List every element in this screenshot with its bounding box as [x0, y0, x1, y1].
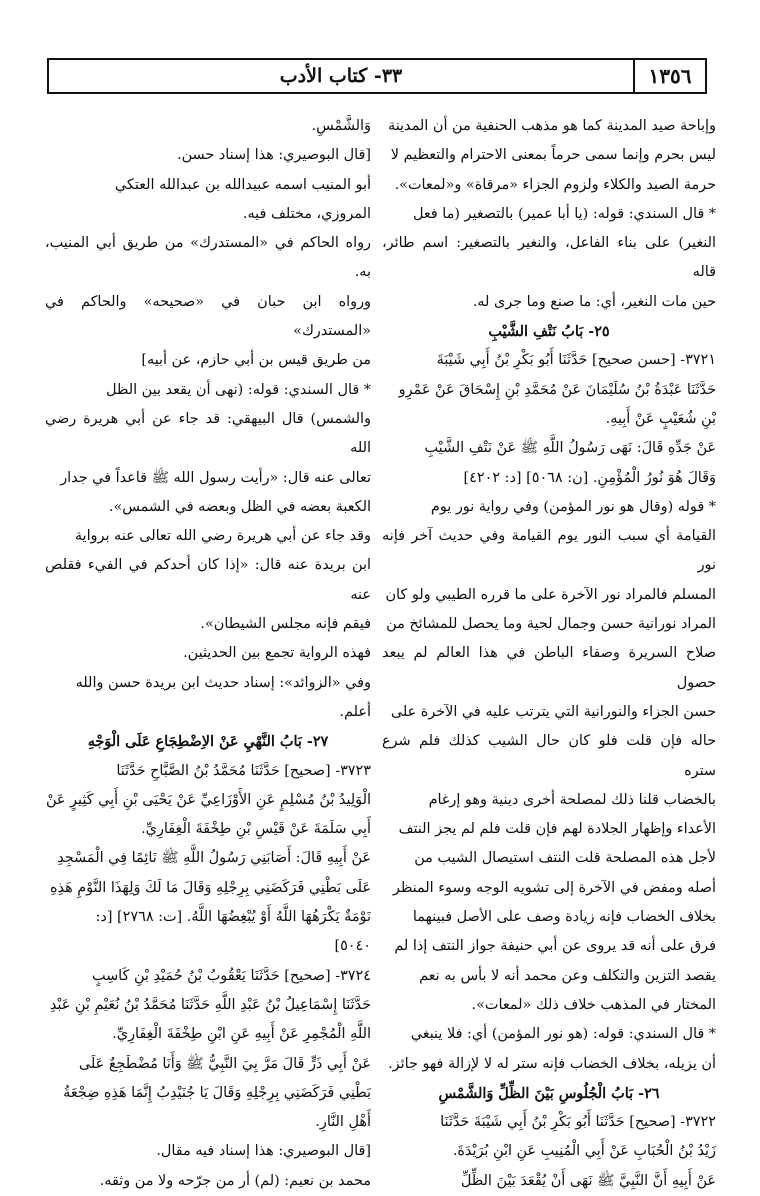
hadith-line: الْوَلِيدُ بْنُ مُسْلِمٍ عَنِ الأَوْزَاعِيِّ عَنْ يَحْيَى بْنِ أَبِي كَثِيرٍ عَنْ	[45, 791, 371, 808]
page-header	[47, 58, 707, 94]
text-line: بالخضاب قلنا ذلك لمصلحة أخرى دينية وهو إرغام	[428, 791, 716, 808]
text-line: أن يزيله، بخلاف الخضاب فإنه ستر له لا لإزالة فهو جائز.	[388, 1055, 716, 1072]
hadith-line: بَطْنِي فَرَكَضَنِي بِرِجْلِهِ وَقَالَ يَا جُنَيْدِبُ إِنَّمَا هَذِهِ ضِجْعَةُ	[63, 1084, 371, 1101]
hadith-line: بْنِ شُعَيْبٍ عَنْ أَبِيهِ.	[605, 410, 716, 427]
text-line: وإباحة صيد المدينة كما هو مذهب الحنفية من أن المدينة	[387, 118, 716, 134]
hadith-line: عَنْ أَبِيهِ قَالَ: أَصَابَنِي رَسُولُ اللَّهِ ﷺ نَائِمًا فِي الْمَسْجِدِ	[57, 850, 371, 867]
chapter-heading: ٢٧- بَابُ النَّهْيِ عَنْ الاِضْطِجَاعِ عَلَى الْوَجْهِ	[87, 733, 329, 751]
hadith-line: وَقَالَ هُوَ نُورُ الْمُؤْمِنِ. [ن: ٥٠٦٨] [د: ٤٢٠٢]	[463, 469, 716, 486]
hadith-line: ٣٧٢٢- [صحيح] حَدَّثَنَا أَبُو بَكْرِ بْنُ أَبِي شَيْبَةَ حَدَّثَنَا	[440, 1114, 716, 1131]
text-line: * قال السندي: قوله: (يا أبا عمير) بالتصغير (ما فعل	[412, 205, 716, 222]
text-line: وقد جاء عن أبي هريرة رضي الله تعالى عنه برواية	[74, 528, 371, 545]
text-line: النغير) على بناء الفاعل، والنغير بالتصغير: اسم طائر، قاله	[382, 235, 716, 281]
text-line: والشمس) قال البيهقي: قد جاء عن أبي هريرة رضي الله	[45, 410, 371, 457]
text-line: أعلم.	[339, 703, 371, 720]
hadith-line: حَدَّثَنَا عَبْدَةُ بْنُ سُلَيْمَانَ عَنْ مُحَمَّدِ بْنِ إِسْحَاقَ عَنْ عَمْرِو	[398, 381, 716, 398]
hadith-line: أَبِي سَلَمَةَ عَنْ قَيْسِ بْنِ طِخْفَةَ الْغِفَارِيِّ.	[141, 821, 371, 838]
right-column	[382, 112, 716, 1189]
text-line: [قال البوصيري: هذا إسناد فيه مقال.	[156, 1143, 371, 1160]
hadith-line: أَهْلِ النَّارِ.	[315, 1114, 371, 1131]
page-number: ١٣٥٦	[633, 60, 705, 92]
text-line: لأجل هذه المصلحة قلت النتف استيصال الشيب من	[414, 850, 716, 867]
text-line: يقصد التزين والتكلف وعن محمد أنه لا بأس به نعم	[419, 967, 716, 984]
text-line: * قوله (وقال هو نور المؤمن) وفي رواية نور يوم	[430, 498, 716, 515]
text-line: من طريق قيس بن أبي حازم، عن أبيه]	[141, 352, 371, 369]
text-line: حين مات النغير، أي: ما صنع وما جرى له.	[472, 293, 716, 310]
chapter-heading: ٢٦- بَابُ الْجُلُوسِ بَيْنَ الظِّلِّ وَالشَّمْسِ	[438, 1084, 660, 1102]
hadith-line: عَلَى بَطْنِي فَرَكَضَنِي بِرِجْلِهِ وَقَالَ مَا لَكَ وَلِهَذَا النَّوْمِ هَذِهِ	[49, 879, 371, 896]
text-line: المراد نورانية حسن وجمال لحية وما يحصل للمشائخ من	[386, 616, 716, 633]
hadith-line: وَالشَّمْسِ.	[311, 118, 371, 134]
text-line: * قال السندي: قوله: (نهى أن يقعد بين الظل	[106, 381, 371, 398]
hadith-line: نَوْمَةٌ يَكْرَهُهَا اللَّهُ أَوْ يُبْغِضُهَا اللَّهُ. [ت: ٢٧٦٨] [د:	[95, 909, 371, 926]
text-line: الكعبة بعضه في الظل وبعضه في الشمس».	[108, 498, 371, 515]
left-column	[45, 112, 371, 1189]
text-line: القيامة أي سبب النور يوم القيامة وفي حديث آخر فإنه نور	[382, 528, 716, 574]
text-line: رواه الحاكم في «المستدرك» من طريق أبي المنيب، به.	[45, 235, 371, 281]
hadith-line: زَيْدُ بْنُ الْحُبَابِ عَنْ أَبِي الْمُنِيبِ عَنِ ابْنِ بُرَيْدَةَ.	[452, 1143, 716, 1160]
text-line: ورواه ابن حبان في «صحيحه» والحاكم في «المستدرك»	[45, 293, 371, 340]
text-line: تعالى عنه قال: «رأيت رسول الله ﷺ قاعداً في جدار	[60, 469, 371, 486]
text-line: * قال السندي: قوله: (هو نور المؤمن) أي: فلا ينبغي	[410, 1026, 716, 1043]
hadith-line: ٣٧٢٤- [صحيح] حَدَّثَنَا يَعْقُوبُ بْنُ حُمَيْدِ بْنِ كَاسِبٍ	[91, 967, 371, 984]
hadith-line: ٣٧٢٣- [صحيح] حَدَّثَنَا مُحَمَّدُ بْنُ الصَّبَّاحِ حَدَّثَنَا	[116, 762, 371, 779]
text-line: بخلاف الخضاب فإنه زيادة وصف على الأصل فبينهما	[412, 909, 716, 926]
text-line: وفي «الزوائد»: إسناد حديث ابن بريدة حسن والله	[75, 674, 371, 691]
hadith-line: عَنْ جَدِّهِ قَالَ: نَهَى رَسُولُ اللَّهِ ﷺ عَنْ نَتْفِ الشَّيْبِ	[424, 440, 716, 457]
text-line: حرمة الصيد والكلاء ولزوم الجزاء «مرقاة» و«لمعات».	[394, 176, 716, 193]
text-line: المروزي، مختلف فيه.	[242, 205, 371, 222]
text-line: ابن بريدة عنه قال: «إذا كان أحدكم في الفيء فقلص عنه	[45, 557, 371, 603]
text-line: فهذه الرواية تجمع بين الحديثين.	[183, 645, 371, 662]
text-line: [قال البوصيري: هذا إسناد حسن.	[177, 147, 371, 164]
text-line: صلاح السريرة وصفاء الباطن في هذا العالم لم يبعد حصول	[382, 645, 716, 691]
text-line: حسن الجزاء والنورانية التي يترتب عليه في الآخرة على	[390, 703, 716, 720]
hadith-line: اللَّهِ الْمُجْمِرِ عَنْ أَبِيهِ عَنِ ابْنِ طِخْفَةَ الْغِفَارِيِّ.	[112, 1026, 371, 1043]
chapter-heading: ٢٥- بَابُ نَتْفِ الشَّيْبِ	[488, 323, 610, 341]
book-title: ٣٣- كتاب الأدب	[279, 65, 403, 87]
hadith-line: ٥٠٤٠]	[334, 938, 371, 955]
text-line: أصله ومفض في الآخرة إلى تشويه الوجه وسوء المنظر	[392, 879, 716, 896]
hadith-line: حَدَّثَنَا إِسْمَاعِيلُ بْنُ عَبْدِ اللَّهِ حَدَّثَنَا مُحَمَّدُ بْنُ نُعَيْمِ بْنِ عَبْدِ	[49, 996, 371, 1013]
text-line: المسلم فالمراد نور الآخرة على ما قرره الطيبي ولو كان	[385, 586, 716, 603]
hadith-line: عَنْ أَبِيهِ أَنَّ النَّبِيَّ ﷺ نَهَى أَنْ يُقْعَدَ بَيْنَ الظِّلِّ	[460, 1172, 716, 1189]
text-line: محمد بن نعيم: (لم) أر من جرّحه ولا من وثقه.	[99, 1172, 371, 1189]
text-line: حاله فإن قلت فلو كان حال الشيب كذلك فلم شرع ستره	[382, 733, 716, 779]
text-line: فرق على أنه قد يروى عن أبي حنيفة جواز النتف إذا لم	[394, 938, 716, 955]
text-line: الأعداء وإظهار الجلادة لهم فإن قلت فلم لم يجز النتف	[398, 821, 716, 838]
hadith-line: ٣٧٢١- [حسن صحيح] حَدَّثَنَا أَبُو بَكْرِ بْنُ أَبِي شَيْبَةَ	[436, 352, 716, 369]
hadith-line: عَنْ أَبِي ذَرٍّ قَالَ مَرَّ بِيَ النَّبِيُّ ﷺ وَأَنَا مُضْطَجِعٌ عَلَى	[78, 1055, 371, 1072]
text-line: فيقم فإنه مجلس الشيطان».	[200, 616, 371, 633]
text-line: أبو المنيب اسمه عبيدالله بن عبدالله العتكي	[114, 176, 371, 193]
text-line: ليس بحرم وإنما سمى حرماً بمعنى الاحترام والتعظيم لا	[390, 147, 716, 164]
text-line: المختار في المذهب خلاف ذلك «لمعات».	[471, 996, 716, 1013]
